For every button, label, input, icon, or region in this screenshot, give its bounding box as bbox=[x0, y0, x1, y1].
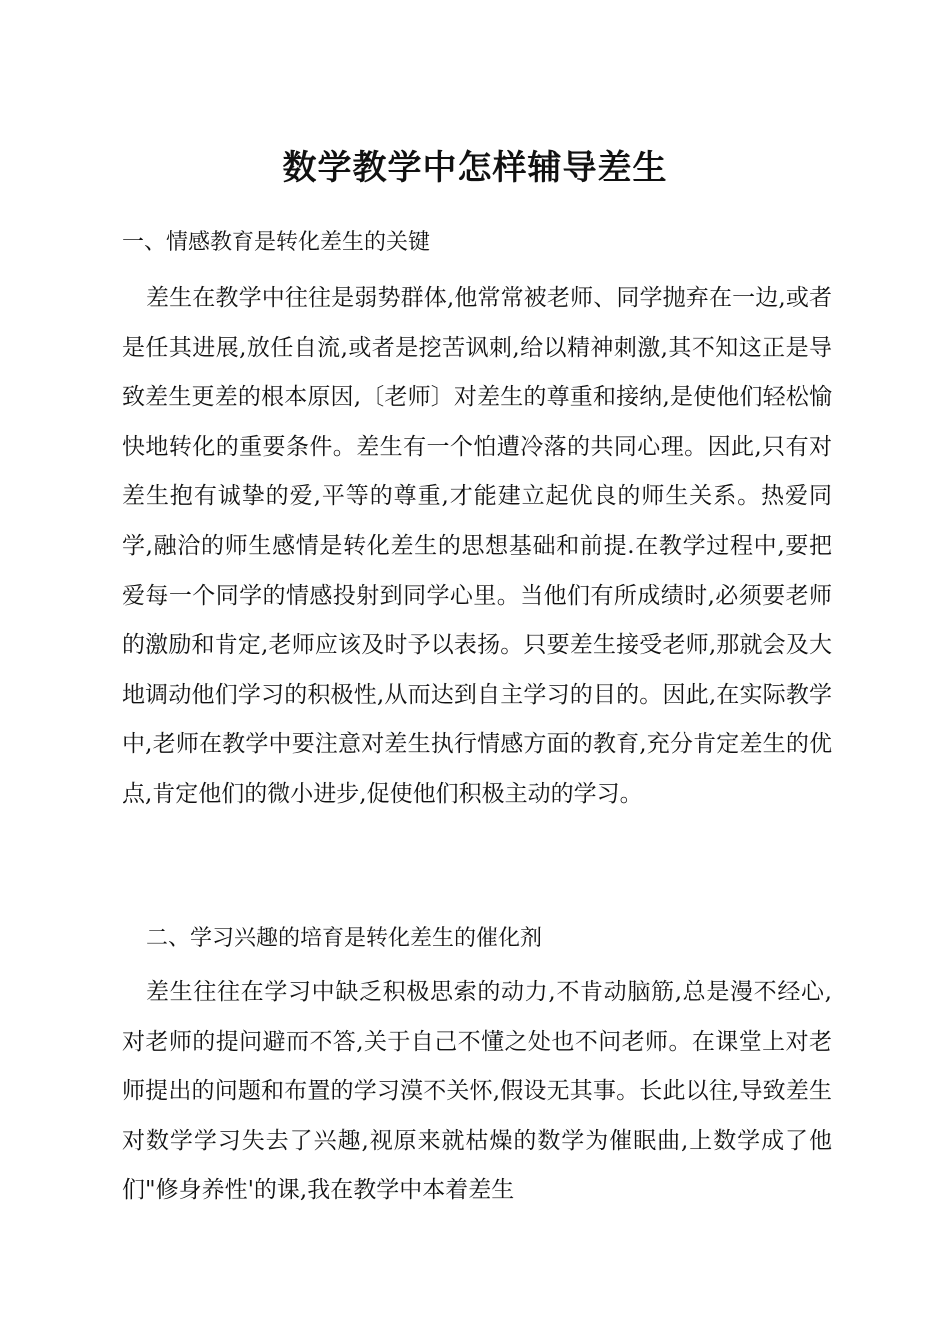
section-paragraph-1: 差生在教学中往往是弱势群体,他常常被老师、同学抛弃在一边,或者是任其进展,放任自流,或者是挖苦讽刺,给以精神刺激,其不知这正是导致差生更差的根本原因,〔老师〕对差生的尊重和接纳,是使他们轻松愉快地转化的重要条件。差生有一个怕遭冷落的共同心理。因此,只有对差生抱有诚挚的爱,平等的尊重,才能建立起优良的师生关系。热爱同学,融洽的师生感情是转化差生的思想基础和前提.在教学过程中,要把爱每一个同学的情感投射到同学心里。当他们有所成绩时,必须要老师的激励和肯定,老师应该及时予以表扬。只要差生接受老师,那就会及大地调动他们学习的积极性,从而达到自主学习的目的。因此,在实际教学中,老师在教学中要注意对差生执行情感方面的教育,充分肯定差生的优点,肯定他们的微小进步,促使他们积极主动的学习。 bbox=[122, 285, 832, 807]
section-heading-2: 二、学习兴趣的培育是转化差生的催化剂 bbox=[146, 926, 543, 951]
section-heading-1: 一、情感教育是转化差生的关键 bbox=[122, 230, 431, 255]
section-paragraph-2: 差生往往在学习中缺乏积极思索的动力,不肯动脑筋,总是漫不经心,对老师的提问避而不答,关于自己不懂之处也不问老师。在课堂上对老师提出的问题和布置的学习漠不关怀,假设无其事。长此以往,导致差生对数学学习失去了兴趣,视原来就枯燥的数学为催眠曲,上数学成了他们"修身养性'的课,我在教学中本着差生 bbox=[122, 979, 832, 1204]
document-title: 数学教学中怎样辅导差生 bbox=[282, 148, 668, 188]
